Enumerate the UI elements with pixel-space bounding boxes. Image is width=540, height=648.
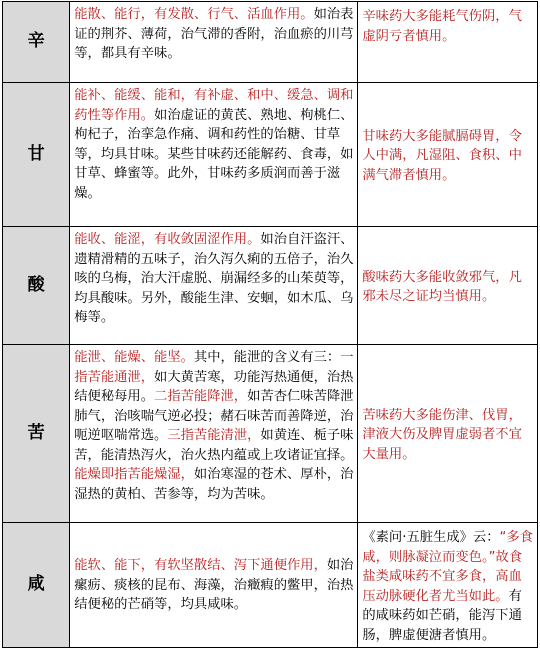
table-row (3, 227, 538, 345)
caution-segment: 故食盐类咸味药不宜多食，高血压动脉硬化者尤当如此。 (362, 549, 523, 604)
caution-segment: 苦味药大多能伤津、伐胃，津液大伤及脾胃虚弱者不宜大量用。 (362, 407, 522, 462)
caution-segment: “多食咸，则脉凝泣而变色。” (362, 530, 533, 565)
function-segment: 如治寒湿的苍术、厚朴，治湿热的黄柏、苦参等，均为苦味。 (74, 467, 354, 502)
function-segment: 能补、能缓、能和，有补虚、和中、缓急、调和药性等作用。 (74, 88, 354, 123)
function-segment: 如治瘰疬、痰核的昆布、海藻，治癥瘕的鳖甲，治热结便秘的芒硝等，均具咸味。 (74, 558, 354, 613)
taste-caution (358, 523, 538, 648)
function-segment: 能散、能行，有发散、行气、活血作用。 (74, 7, 314, 22)
taste-name: 甘 (3, 83, 70, 227)
function-segment: 三指苦能清泄， (167, 428, 261, 443)
function-segment: 二指苦能降泄， (154, 389, 248, 404)
caution-segment: 辛味药大多能耗气伤阴，气虚阴亏者慎用。 (362, 9, 522, 44)
table-row (3, 523, 538, 648)
function-segment: 其中，能泄的含义有三： (193, 350, 341, 365)
table-row (3, 83, 538, 227)
caution-segment: 酸味药大多能收敛邪气，凡邪未尽之证均当慎用。 (362, 269, 522, 304)
table-row (3, 345, 538, 523)
taste-function (70, 2, 358, 83)
function-segment: 如治自汗盗汗、遗精滑精的五味子，治久泻久痢的五倍子，治久咳的乌梅，治大汗虚脱、崩漏经多的山茱萸等，均具酸味。另外，酸能生津、安蛔，如木瓜、乌梅等。 (74, 232, 354, 325)
function-segment: 如苦杏仁味苦降泄肺气，治咳喘气逆必投；赭石味苦而善降逆，治呃逆呕喘常选。 (74, 389, 354, 443)
taste-caution (358, 227, 538, 345)
taste-function (70, 345, 358, 523)
function-segment: 能燥即指苦能燥湿， (74, 467, 194, 482)
function-segment: 如大黄苦寒，功能泻热通便，治热结便秘每用。 (74, 369, 354, 404)
taste-caution (358, 2, 538, 83)
function-segment: 如治虚证的黄芪、熟地、枸桃仁、枸杞子，治挛急作痛、调和药性的饴糖、甘草等，均具甘味。某些甘味药还能解药、食毒，如甘草、蜂蜜等。此外，甘味药多质润而善于滋燥。 (74, 107, 354, 201)
taste-name: 苦 (3, 345, 70, 523)
taste-function (70, 227, 358, 345)
taste-table (2, 1, 538, 648)
taste-name: 咸 (3, 523, 70, 648)
caution-segment: 有的咸味药如芒硝，能泻下通肠，脾虚便溏者慎用。 (362, 588, 522, 643)
function-segment: 如黄连、栀子味苦，能清热泻火，治火热内蕴或上攻诸证宜择。 (74, 428, 354, 463)
taste-function (70, 523, 358, 648)
function-segment: 能软、能下，有软坚散结、泻下通便作用， (74, 558, 327, 574)
taste-name: 辛 (3, 2, 70, 83)
taste-caution (358, 83, 538, 227)
function-segment: 能泄、能燥、能坚。 (74, 350, 194, 365)
taste-caution (358, 345, 538, 523)
caution-segment: 甘味药大多能腻膈碍胃，令人中满，凡湿阻、食积、中满气滞者慎用。 (362, 128, 522, 183)
caution-segment: 《素问·五脏生成》云： (362, 530, 500, 545)
function-segment: 如治表证的荆芥、薄荷，治气滞的香附，治血瘀的川芎等，都具有辛味。 (74, 7, 354, 61)
function-segment: 一指苦能通泄， (74, 350, 354, 385)
function-segment: 能收、能涩，有收敛固涩作用。 (74, 232, 261, 247)
taste-function (70, 83, 358, 227)
table-row (3, 2, 538, 83)
taste-name: 酸 (3, 227, 70, 345)
